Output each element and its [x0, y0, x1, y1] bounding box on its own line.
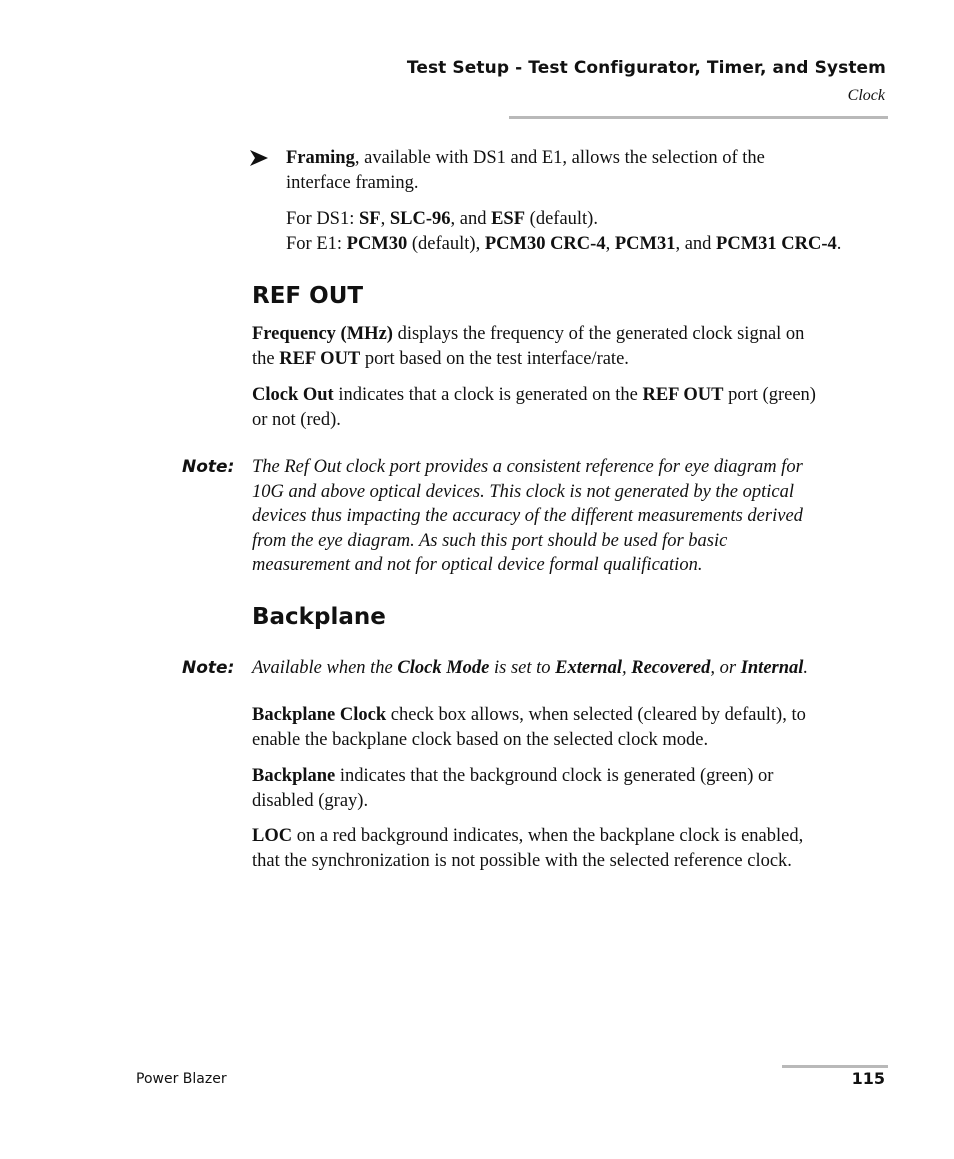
note-bp-a: Available when the — [252, 658, 398, 678]
note-bp-internal: Internal — [740, 658, 804, 678]
backplane-indicator-desc1: indicates that the background clock is generated (green) or — [335, 766, 774, 786]
backplane-clock-desc1: check box allows, when selected (cleared by default), to — [386, 705, 806, 725]
clock-out-ref-out-term: REF OUT — [642, 385, 724, 405]
e1-pcm30crc4: PCM30 CRC-4 — [484, 234, 606, 254]
loc-desc2: that the synchronization is not possible with the selected reference clock. — [252, 851, 792, 871]
note-bp-b: is set to — [489, 658, 556, 678]
frequency-ref-out-term: REF OUT — [279, 349, 361, 369]
note-bp-e: . — [803, 658, 809, 678]
framing-options — [286, 207, 886, 257]
ds1-sep: , — [380, 209, 390, 229]
note-ref-out-line: measurement and not for optical device formal qualification. — [252, 555, 703, 575]
footer-rule — [782, 1065, 888, 1068]
ds1-esf: ESF — [491, 209, 526, 229]
e1-pcm31crc4: PCM31 CRC-4 — [716, 234, 837, 254]
ds1-slc96: SLC-96 — [389, 209, 451, 229]
note-label-ref-out: Note: — [182, 457, 235, 477]
loc-paragraph — [252, 824, 902, 874]
framing-description — [286, 146, 886, 196]
e1-pcm31: PCM31 — [614, 234, 676, 254]
backplane-indicator-desc2: disabled (gray). — [252, 791, 369, 811]
note-ref-out-line: 10G and above optical devices. This clock is not generated by the optical — [252, 481, 795, 502]
loc-term: LOC — [252, 826, 293, 846]
footer-product-name: Power Blazer — [136, 1071, 227, 1087]
note-ref-out-line: devices thus impacting the accuracy of the different measurements derived — [252, 506, 803, 526]
e1-period: . — [836, 234, 842, 254]
clock-out-term: Clock Out — [252, 385, 334, 405]
note-ref-out-line: The Ref Out clock port provides a consistent reference for eye diagram for — [252, 457, 803, 477]
frequency-paragraph — [252, 322, 888, 372]
arrowhead-bullet-icon — [250, 150, 268, 170]
running-header-subtitle: Clock — [847, 87, 885, 104]
note-label-backplane: Note: — [182, 658, 235, 678]
clock-out-paragraph — [252, 383, 888, 433]
frequency-desc2b: port based on the test interface/rate. — [360, 349, 629, 369]
framing-desc-line1: , available with DS1 and E1, allows the selection of the — [354, 148, 765, 168]
e1-prefix: For E1: — [286, 234, 347, 254]
backplane-indicator-term: Backplane — [252, 766, 336, 786]
backplane-indicator-paragraph — [252, 764, 888, 814]
section-heading-backplane: Backplane — [252, 604, 386, 630]
ds1-default: (default). — [525, 209, 598, 229]
note-backplane-text — [252, 656, 902, 681]
header-rule — [509, 116, 888, 119]
arrowhead-bullet-icon-svg — [250, 150, 268, 166]
note-bp-recovered: Recovered — [631, 658, 711, 678]
note-ref-out-line: from the eye diagram. As such this port should be used for basic — [252, 530, 728, 551]
clock-out-desc2: port (green) — [723, 385, 816, 405]
section-heading-ref-out: REF OUT — [252, 283, 364, 309]
note-ref-out-text — [252, 455, 888, 578]
clock-out-desc3: or not (red). — [252, 410, 341, 430]
e1-and: , and — [675, 234, 717, 254]
frequency-desc1: displays the frequency of the generated clock signal on — [392, 324, 805, 344]
note-bp-clock-mode: Clock Mode — [397, 658, 490, 678]
framing-desc-line2: interface framing. — [286, 173, 419, 193]
ds1-and: , and — [450, 209, 492, 229]
note-bp-d: , or — [710, 658, 741, 678]
ds1-sf: SF — [359, 209, 381, 229]
e1-default: (default), — [407, 234, 485, 254]
ds1-prefix: For DS1: — [286, 209, 359, 229]
frequency-term: Frequency (MHz) — [252, 324, 393, 344]
note-bp-external: External — [555, 658, 622, 678]
running-header-title: Test Setup - Test Configurator, Timer, and System — [406, 58, 886, 78]
loc-desc1: on a red background indicates, when the backplane clock is enabled, — [292, 826, 804, 846]
clock-out-desc1: indicates that a clock is generated on the — [333, 385, 643, 405]
frequency-desc2a: the — [252, 349, 280, 369]
backplane-clock-paragraph — [252, 703, 888, 753]
framing-term: Framing — [286, 148, 355, 168]
backplane-clock-term: Backplane Clock — [252, 705, 387, 725]
backplane-clock-desc2: enable the backplane clock based on the selected clock mode. — [252, 730, 709, 750]
page-number: 115 — [851, 1069, 885, 1088]
note-bp-c: , — [622, 658, 632, 678]
e1-pcm30: PCM30 — [346, 234, 408, 254]
e1-sep: , — [605, 234, 615, 254]
